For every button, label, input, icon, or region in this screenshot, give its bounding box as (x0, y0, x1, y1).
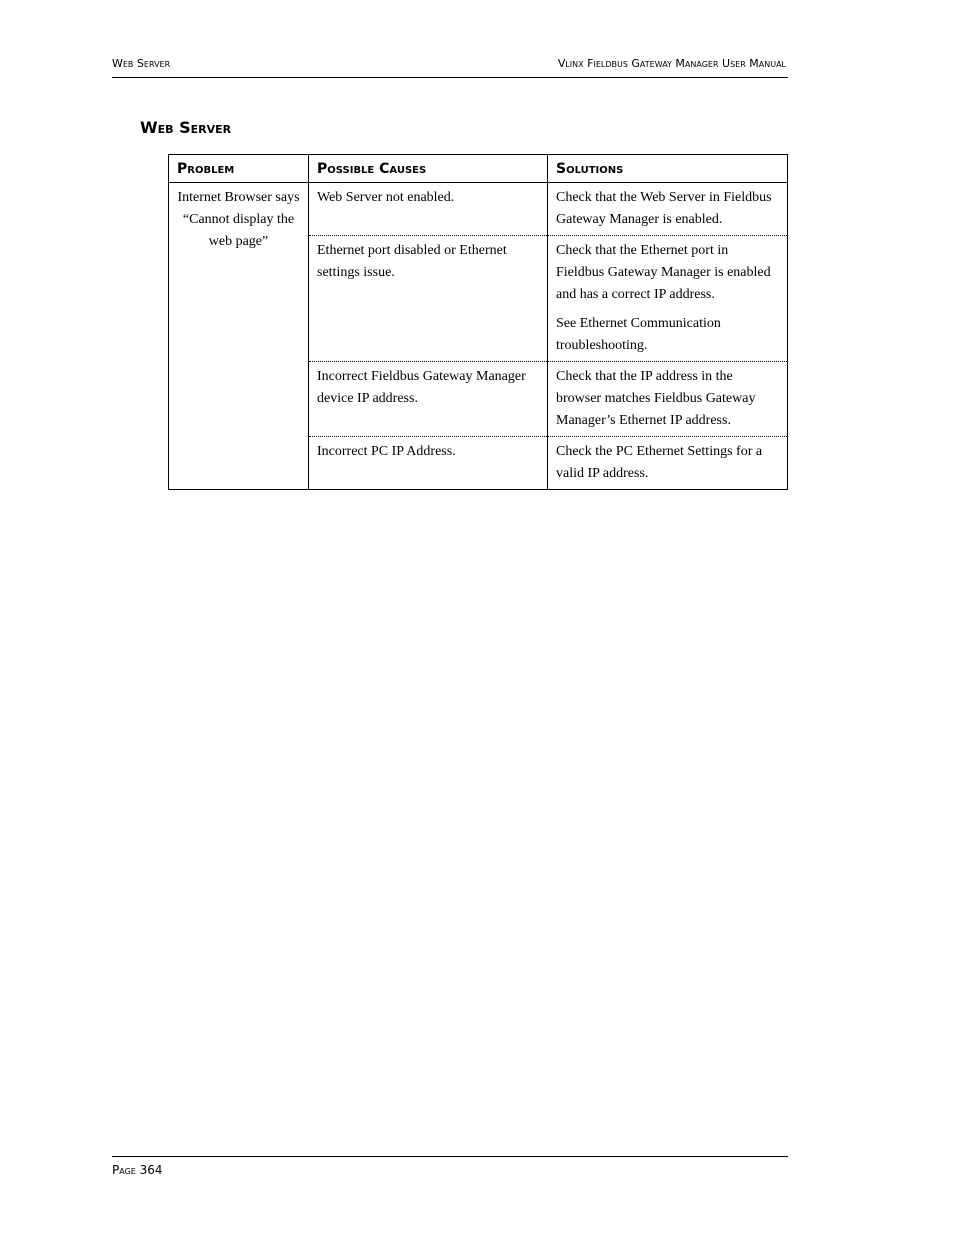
solution-text: See Ethernet Communication troubleshooting. (556, 316, 721, 353)
section-title: Web Server (140, 118, 232, 137)
troubleshooting-table (168, 154, 788, 490)
cause-cell: Ethernet port disabled or Ethernet settings issue. (309, 236, 548, 362)
solution-cell (548, 236, 788, 362)
table-row (169, 183, 788, 236)
header-section-name: Web Server (112, 57, 171, 70)
solution-text: Check that the Ethernet port in Fieldbus Gateway Manager is enabled and has a correct IP address. (556, 243, 771, 302)
running-footer (112, 1156, 788, 1177)
cause-cell: Web Server not enabled. (309, 183, 548, 236)
problem-cell: Internet Browser says “Cannot display the web page” (169, 183, 309, 490)
column-header-solutions: Solutions (548, 155, 788, 183)
solution-text: Check the PC Ethernet Settings for a valid IP address. (556, 444, 763, 481)
header-manual-title: Vlinx Fieldbus Gateway Manager User Manual (557, 57, 786, 70)
page-number: Page 364 (112, 1163, 163, 1177)
table-header-row (169, 155, 788, 183)
solution-cell (548, 183, 788, 236)
column-header-causes: Possible Causes (309, 155, 548, 183)
cause-cell: Incorrect PC IP Address. (309, 437, 548, 490)
solution-cell (548, 362, 788, 437)
solution-text: Check that the IP address in the browser matches Fieldbus Gateway Manager’s Ethernet IP address. (556, 369, 756, 428)
column-header-problem: Problem (169, 155, 309, 183)
solution-cell (548, 437, 788, 490)
solution-text: Check that the Web Server in Fieldbus Gateway Manager is enabled. (556, 190, 772, 227)
cause-cell: Incorrect Fieldbus Gateway Manager device IP address. (309, 362, 548, 437)
running-header (112, 55, 788, 78)
